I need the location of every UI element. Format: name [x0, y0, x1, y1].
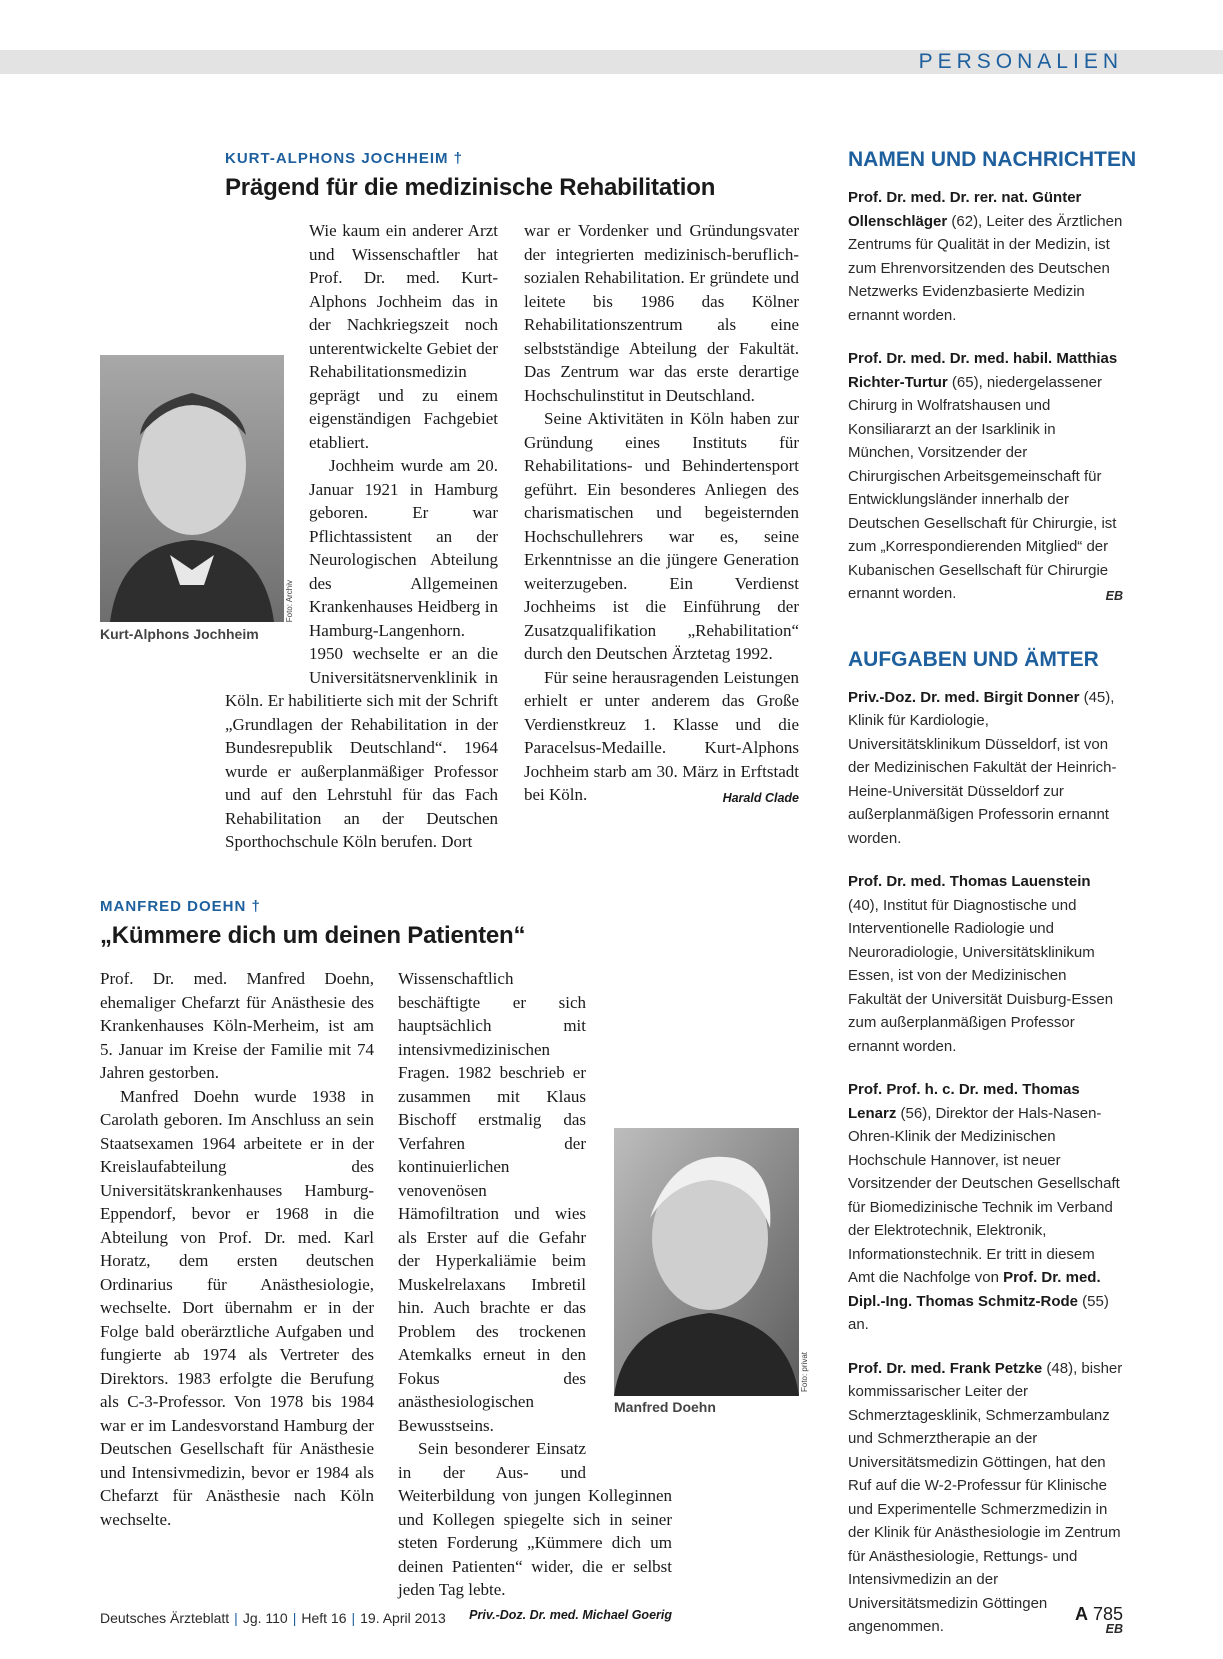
entry-text: (45), Klinik für Kardiologie, Universitätsklinikum Düsseldorf, ist von der Medizinischen Fakultät der Heinrich-Heine-Universität Düsseldorf zur außerplanmäßigen Professorin ernannt worden. [848, 688, 1117, 847]
entry-text: (48), bisher kommissarischer Leiter der Schmerztagesklinik, Schmerzambulanz und Schmerztherapie an der Universitätsmedizin Göttingen, hat den Ruf auf die W-2-Professur für Klinische und Experimentelle Schmerzmedizin in der Klinik für Anästhesiologie im Zentrum für Anästhesiologie, Rettungs- und Intensivmedizin an der Universitätsmedizin Göttingen angenommen. [848, 1359, 1123, 1635]
person-name: Prof. Dr. med. Dr. med. habil. Matthias Richter-Turtur [848, 350, 1118, 391]
section-label: PERSONALIEN [918, 50, 1123, 73]
page-number [1075, 1604, 1123, 1625]
editor-sign: EB [1105, 589, 1123, 603]
sidebar-entry [848, 1078, 1123, 1337]
person-name: Prof. Dr. med. Thomas Lauenstein [848, 873, 1091, 890]
sidebar-heading-namen: NAMEN UND NACHRICHTEN [848, 148, 1137, 171]
article2-column-1 [100, 967, 374, 1531]
article2-paragraph: Wissenschaftlich beschäftigte er sich hauptsächlich mit intensivmedizinischen Fragen. 1982 beschrieb er zusammen mit Klaus Bischoff erstmalig das Verfahren der kontinuierlichen venovenösen Hämofiltration und wies als Erster auf die Gefahr der Hyperkaliämie beim Muskelrelaxans Imbretil hin. Auch brachte er das Problem des trockenen Atemkalks erneut in den Fokus des anästhesiologischen Bewusstseins. [398, 969, 586, 1435]
entry-text: (56), Direktor der Hals-Nasen-Ohren-Klinik der Medizinischen Hochschule Hannover, ist neuer Vorsitzender der Deutschen Gesellschaft für Biomedizinische Technik im Verband der Elektrotechnik, Elektronik, Informationstechnik. Er tritt in diesem Amt die Nachfolge von [848, 1104, 1120, 1286]
person-name: Prof. Dr. med. Dipl.-Ing. Thomas Schmitz-Rode [848, 1269, 1101, 1310]
article2-paragraph: Prof. Dr. med. Manfred Doehn, ehemaliger Chefarzt für Anästhesie des Krankenhauses Köln-Merheim, ist am 5. Januar im Kreise der Familie mit 74 Jahren gestorben. [100, 969, 374, 1082]
separator: | [351, 1610, 356, 1626]
issue: Heft 16 [301, 1610, 347, 1626]
sidebar-entry [848, 347, 1123, 606]
sidebar-entry [848, 186, 1123, 327]
entry-text: (65), niedergelassener Chirurg in Wolfratshausen und Konsiliararzt an der Isarklinik in München, Vorsitzender der Chirurgischen Arbeitsgemeinschaft für Entwicklungsländer innerhalb der Deutschen Gesellschaft für Chirurgie, ist zum „Korrespondierenden Mitglied“ der Kubanischen Gesellschaft für Chirurgie ernannt worden. [848, 373, 1117, 602]
sidebar-heading-aufgaben: AUFGABEN UND ÄMTER [848, 647, 1099, 671]
article2-kicker: MANFRED DOEHN † [100, 898, 261, 915]
article1-photo-caption: Kurt-Alphons Jochheim [100, 626, 259, 642]
person-name: Priv.-Doz. Dr. med. Birgit Donner [848, 688, 1080, 706]
volume: Jg. 110 [242, 1610, 288, 1626]
issue-date: 19. April 2013 [360, 1610, 446, 1626]
sidebar-entry [848, 1357, 1123, 1639]
photo-wrap-space [586, 1125, 672, 1475]
separator: | [292, 1610, 297, 1626]
article1-headline: Prägend für die medizinische Rehabilitation [225, 174, 716, 201]
article1-paragraph: war er Vordenker und Gründungsvater der integrierten medizinisch-beruflich-sozialen Rehabilitation. Er gründete und leitete bis 1986 das Kölner Rehabilitationszentrum als eine selbstständige Abteilung der Fakultät. Das Zentrum war das erste derartige Hochschulinstitut in Deutschland. [524, 221, 799, 405]
article1-paragraph: Wie kaum ein anderer Arzt und Wissenschaftler hat Prof. Dr. med. Kurt-Alphons Jochheim das in der Nachkriegszeit noch unterentwickelte Gebiet der Rehabilitationsmedizin geprägt und zu einem eigenständigen Fachgebiet etabliert. [309, 221, 498, 452]
article2-author: Priv.-Doz. Dr. med. Michael Goerig [469, 1607, 672, 1622]
article1-paragraph [524, 666, 799, 807]
article2-paragraph: Sein besonderer Einsatz in der Aus- und Weiterbildung von jungen Kolleginnen und Kollegen spiegelte sich in seiner steten Forderung „Kümmere dich um deinen Patienten“ wider, die er selbst jeden Tag lebte. [398, 1439, 672, 1599]
article1-last-text: Für seine herausragenden Leistungen erhielt er unter anderem das Große Verdienstkreuz 1. Klasse und die Paracelsus-Medaille. Kurt-Alphons Jochheim starb am 30. März in Erftstadt bei Köln. [524, 667, 799, 804]
person-name: Prof. Dr. med. Frank Petzke [848, 1359, 1043, 1377]
entry-text: (55) an. [848, 1292, 1109, 1333]
article1-kicker: KURT-ALPHONS JOCHHEIM † [225, 150, 464, 167]
sidebar [848, 148, 1137, 1659]
person-name: Prof. Prof. h. c. Dr. med. Thomas Lenarz [848, 1081, 1080, 1122]
article2-column-2 [398, 967, 672, 1627]
person-name: Prof. Dr. med. Dr. rer. nat. Günter Ollenschläger [848, 189, 1082, 230]
article1-column-1 [225, 219, 498, 854]
article2-photo-credit: Foto: privat [800, 1352, 809, 1393]
editor-sign: EB [1105, 1622, 1123, 1636]
footer-citation [100, 1610, 446, 1626]
entry-text: (62), Leiter des Ärztlichen Zentrums für Qualität in der Medizin, ist zum Ehrenvorsitzenden des Deutschen Netzwerks Evidenzbasierte Medizin ernannt worden. [848, 212, 1123, 324]
entry-text: (40), Institut für Diagnostische und Interventionelle Radiologie und Neuroradiologie, Universitätsklinikum Essen, ist von der Medizinischen Fakultät der Universität Duisburg-Essen zum außerplanmäßigen Professor ernannt worden. [848, 896, 1114, 1055]
article2-photo-caption: Manfred Doehn [614, 1399, 716, 1415]
article1-photo-credit: Foto: Archiv [285, 580, 294, 623]
page-num: 785 [1092, 1604, 1123, 1624]
journal-name: Deutsches Ärzteblatt [100, 1610, 230, 1626]
separator: | [234, 1610, 238, 1626]
article2-headline: „Kümmere dich um deinen Patienten“ [100, 922, 526, 949]
article1-author: Harald Clade [722, 791, 799, 805]
sidebar-entry [848, 870, 1123, 1058]
article1-paragraph: Seine Aktivitäten in Köln haben zur Gründung eines Instituts für Rehabilitations- und Behindertensport geführt. Ein besonderes Anliegen des charismatischen und begeisternden Hochschullehrers war es, seine Erkenntnisse an die jüngere Generation weiterzugeben. Ein Verdienst Jochheims ist die Einführung der Zusatzqualifikation „Rehabilitation“ durch den Deutschen Ärztetag 1992. [524, 409, 799, 663]
article1-paragraph: Jochheim wurde am 20. Januar 1921 in Hamburg geboren. Er war Pflichtassistent an der Neurologischen Abteilung des Allgemeinen Krankenhauses Heidberg in Hamburg-Langenhorn. 1950 wechselte er an die Universitätsnervenklinik in Köln. Er habilitierte sich mit der Schrift „Grundlagen der Rehabilitation in der Bundesrepublik Deutschland“. 1964 wurde er außerplanmäßiger Professor und auf den Lehrstuhl für das Fach Rehabilitation an der Deutschen Sporthochschule Köln berufen. Dort [225, 456, 498, 851]
photo-wrap-space [225, 337, 309, 672]
article2-paragraph: Manfred Doehn wurde 1938 in Carolath geboren. Im Anschluss an sein Staatsexamen 1964 arbeitete er in der Kreislaufabteilung des Universitätskrankenhauses Hamburg-Eppendorf, bevor er 1968 in die Abteilung von Prof. Dr. med. Karl Horatz, dem ersten deutschen Ordinarius für Anästhesiologie, wechselte. Dort übernahm er in der Folge bald oberärztliche Aufgaben und fungierte ab 1974 als Vertreter des Direktors. 1983 erfolgte die Berufung als C-3-Professor. Von 1978 bis 1984 war er im Landesvorstand Hamburg der Deutschen Gesellschaft für Anästhesie und Intensivmedizin, bevor er 1984 als Chefarzt für Anästhesie nach Köln wechselte. [100, 1086, 374, 1529]
sidebar-entry [848, 686, 1123, 851]
page-prefix: A [1074, 1604, 1088, 1624]
article1-column-2 [524, 219, 799, 811]
